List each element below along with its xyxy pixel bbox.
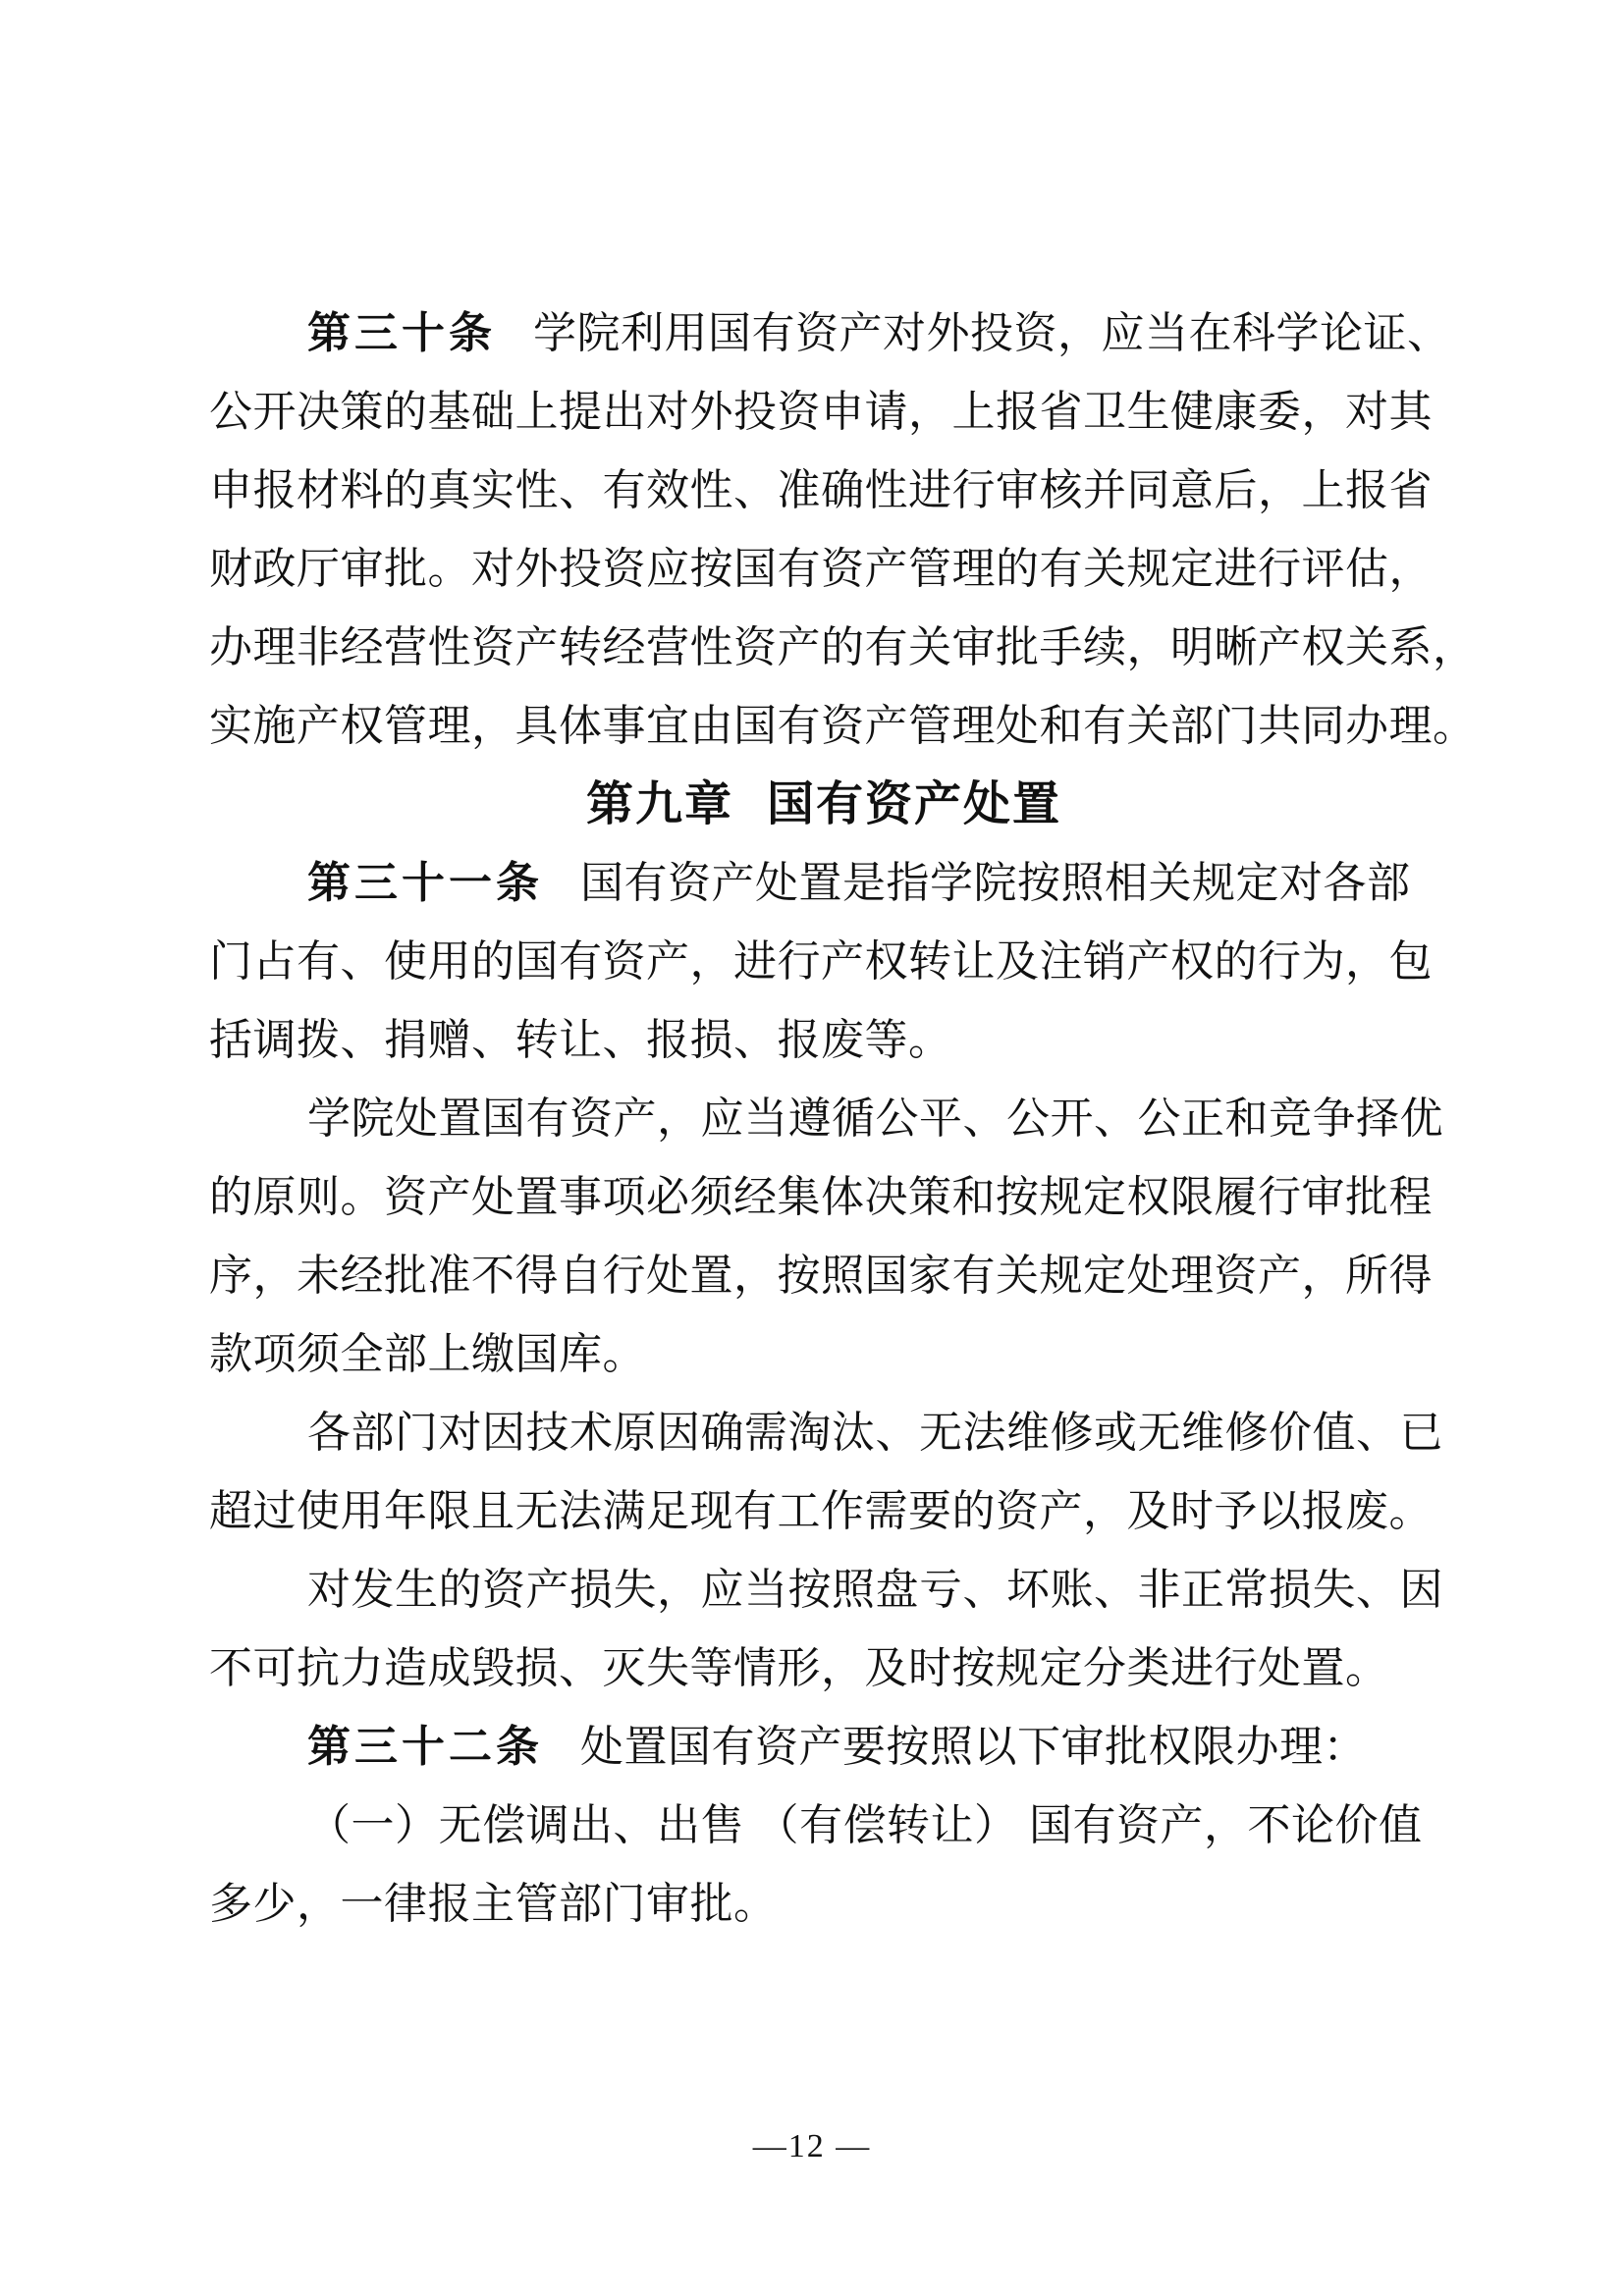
- line-text: （一）无偿调出、出售 （有偿转让） 国有资产，不论价值: [307, 1801, 1423, 1849]
- text-line: [209, 923, 1438, 1001]
- line-text: 办理非经营性资产转经营性资产的有关审批手续，明晰产权关系，: [209, 623, 1477, 671]
- text-line: [209, 1629, 1438, 1708]
- text-line: [209, 1158, 1438, 1237]
- line-text: 门占有、使用的国有资产，进行产权转让及注销产权的行为，包: [209, 937, 1433, 986]
- line-text: 国有资产处置是指学院按照相关规定对各部: [580, 859, 1411, 907]
- paragraph-first-line: [209, 1394, 1443, 1472]
- article-30-first-line: [209, 294, 1451, 373]
- line-text: 各部门对因技术原因确需淘汰、无法维修或无维修价值、已: [307, 1409, 1443, 1457]
- line-text: 财政厅审批。对外投资应按国有资产管理的有关规定进行评估，: [209, 545, 1433, 593]
- line-text: 实施产权管理，具体事宜由国有资产管理处和有关部门共同办理。: [209, 702, 1477, 750]
- text-line: [209, 452, 1438, 530]
- text-line: [209, 609, 1477, 687]
- line-text: 款项须全部上缴国库。: [209, 1330, 646, 1378]
- article-32-first-line: [209, 1708, 1438, 1787]
- chapter-title: 国有资产处置: [767, 778, 1062, 830]
- line-text: 括调拨、捐赠、转让、报损、报废等。: [209, 1016, 952, 1064]
- article-32-label: 第三十二条: [307, 1723, 543, 1771]
- page-footer: [0, 2122, 1624, 2171]
- article-31-first-line: [209, 844, 1438, 923]
- paragraph-first-line: [209, 1080, 1443, 1158]
- chapter-heading: [209, 766, 1438, 844]
- line-text: 处置国有资产要按照以下审批权限办理：: [580, 1723, 1367, 1771]
- paragraph-first-line: [209, 1551, 1443, 1629]
- text-line: [209, 1237, 1438, 1315]
- list-item-first-line: [209, 1787, 1438, 1865]
- line-text: 申报材料的真实性、有效性、准确性进行审核并同意后，上报省: [209, 466, 1433, 514]
- line-text: 公开决策的基础上提出对外投资申请，上报省卫生健康委，对其: [209, 388, 1433, 436]
- text-line: [209, 1315, 1438, 1394]
- line-text: 超过使用年限且无法满足现有工作需要的资产，及时予以报废。: [209, 1487, 1433, 1535]
- article-31-label: 第三十一条: [307, 859, 543, 907]
- text-line: [209, 1472, 1438, 1551]
- text-line: [209, 530, 1438, 609]
- text-line: [209, 1001, 1438, 1080]
- line-text: 序，未经批准不得自行处置，按照国家有关规定处理资产，所得: [209, 1252, 1433, 1300]
- chapter-number: 第九章: [585, 778, 733, 830]
- line-text: 学院处置国有资产，应当遵循公平、公开、公正和竞争择优: [307, 1095, 1443, 1143]
- article-30-label: 第三十条: [307, 309, 496, 357]
- page-number: —12 —: [752, 2128, 872, 2164]
- line-text: 多少，一律报主管部门审批。: [209, 1880, 778, 1928]
- document-body: [209, 294, 1477, 1944]
- text-line: [209, 373, 1438, 452]
- text-line: [209, 1865, 1438, 1944]
- line-text: 的原则。资产处置事项必须经集体决策和按规定权限履行审批程: [209, 1173, 1433, 1221]
- line-text: 不可抗力造成毁损、灭失等情形，及时按规定分类进行处置。: [209, 1644, 1389, 1692]
- text-line: [209, 687, 1477, 766]
- line-text: 学院利用国有资产对外投资，应当在科学论证、: [533, 309, 1451, 357]
- line-text: 对发生的资产损失，应当按照盘亏、坏账、非正常损失、因: [307, 1566, 1443, 1614]
